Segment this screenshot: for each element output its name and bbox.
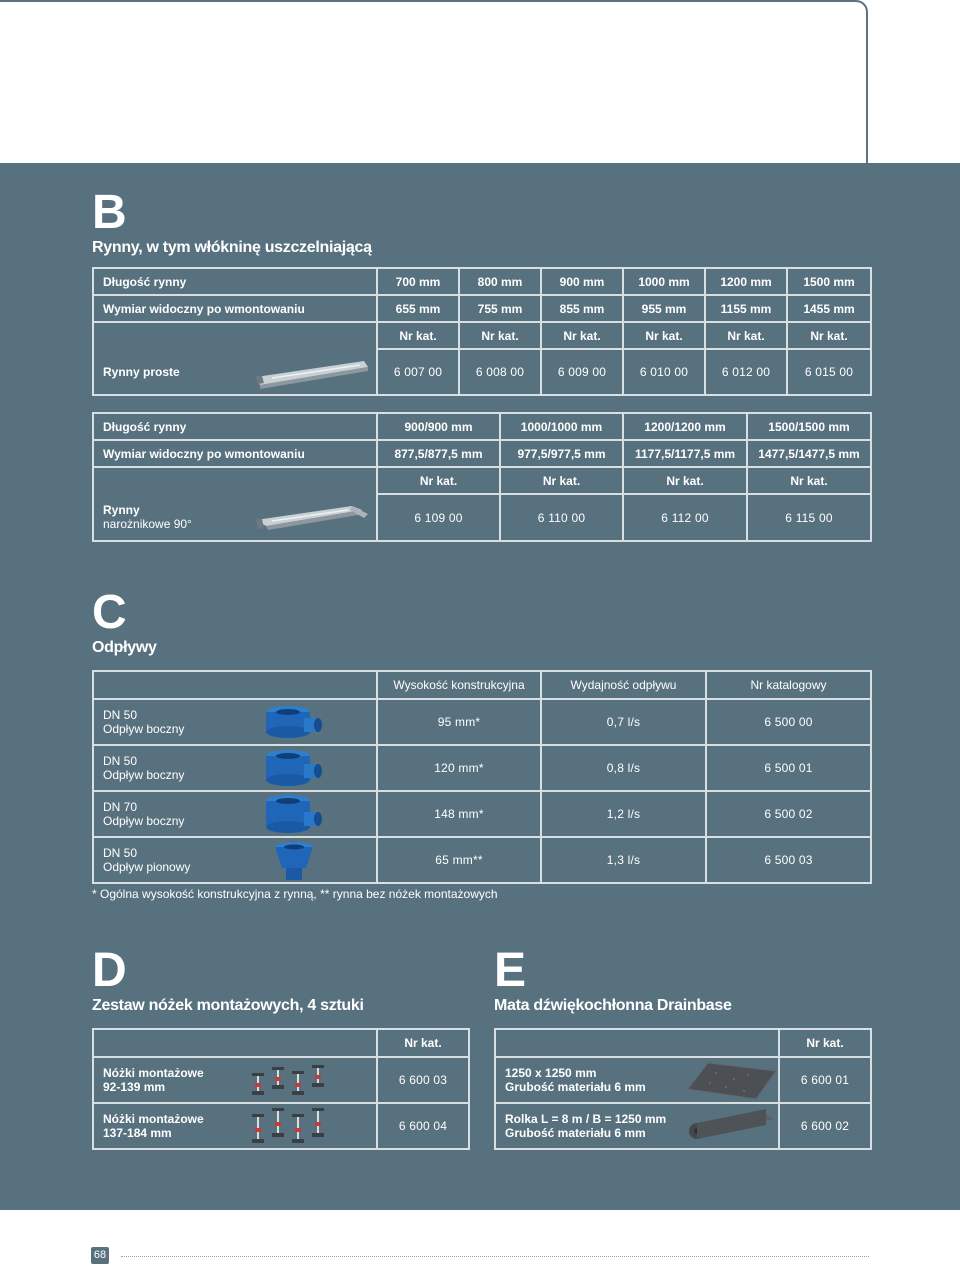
construction-height: 148 mm*	[377, 791, 541, 837]
feet-range: 92-139 mm	[103, 1080, 166, 1094]
length-value: 900/900 mm	[377, 413, 500, 440]
length-label: Długość rynny	[93, 268, 377, 295]
drain-cell	[93, 699, 377, 745]
catalog-code: 6 008 00	[459, 349, 541, 395]
product-label: Rynny proste	[103, 364, 180, 379]
straight-gutter-image	[252, 357, 370, 389]
catalog-code: 6 010 00	[623, 349, 705, 395]
catalog-code: 6 015 00	[787, 349, 871, 395]
mounting-feet-image	[248, 1106, 332, 1148]
catalog-code: 6 112 00	[623, 494, 747, 541]
visible-value: 1477,5/1477,5 mm	[747, 440, 871, 467]
visible-value: 1177,5/1177,5 mm	[623, 440, 747, 467]
visible-label: Wymiar widoczny po wmontowaniu	[93, 440, 377, 467]
catalog-code: 6 012 00	[705, 349, 787, 395]
content-panel	[0, 163, 960, 1210]
visible-value: 877,5/877,5 mm	[377, 440, 500, 467]
section-c-letter: C	[92, 586, 127, 639]
catalog-code: 6 007 00	[377, 349, 459, 395]
construction-height: 95 mm*	[377, 699, 541, 745]
visible-value: 855 mm	[541, 295, 623, 322]
table-row	[93, 791, 871, 837]
table-row	[93, 699, 871, 745]
column-header: Nr katalogowy	[706, 671, 871, 699]
page-top-frame	[0, 0, 868, 164]
catalog-header: Nr kat.	[747, 467, 871, 494]
length-label: Długość rynny	[93, 413, 377, 440]
visible-label: Wymiar widoczny po wmontowaniu	[93, 295, 377, 322]
catalog-header: Nr kat.	[705, 322, 787, 349]
drain-flow: 0,8 l/s	[541, 745, 706, 791]
table-row	[495, 1103, 871, 1149]
table-row	[93, 295, 871, 322]
column-header: Wydajność odpływu	[541, 671, 706, 699]
empty-cell	[93, 1029, 377, 1057]
catalog-header: Nr kat.	[623, 322, 705, 349]
section-c-title: Odpływy	[92, 639, 157, 656]
catalog-code: 6 600 02	[779, 1103, 871, 1149]
section-b-letter: B	[92, 186, 127, 239]
catalog-header: Nr kat.	[541, 322, 623, 349]
empty-cell	[93, 467, 377, 494]
visible-value: 955 mm	[623, 295, 705, 322]
table-row	[93, 1057, 469, 1103]
product-cell	[93, 349, 377, 395]
section-b-title: Rynny, w tym włókninę uszczelniającą	[92, 239, 372, 256]
drains-table	[92, 670, 872, 884]
catalog-header: Nr kat.	[623, 467, 747, 494]
empty-cell	[93, 322, 377, 349]
catalog-code: 6 600 01	[779, 1057, 871, 1103]
table-row	[93, 440, 871, 467]
catalog-code: 6 500 03	[706, 837, 871, 883]
length-value: 1200/1200 mm	[623, 413, 747, 440]
mat-size: 1250 x 1250 mm	[505, 1066, 597, 1080]
drain-side-image	[264, 748, 324, 790]
table-row	[93, 322, 871, 349]
table-row	[495, 1029, 871, 1057]
mat-cell	[495, 1057, 779, 1103]
catalog-code: 6 600 04	[377, 1103, 469, 1149]
table-row	[93, 745, 871, 791]
visible-value: 1455 mm	[787, 295, 871, 322]
catalog-code: 6 500 00	[706, 699, 871, 745]
catalog-header: Nr kat.	[377, 322, 459, 349]
product-label-line1: Rynny	[103, 503, 140, 517]
drain-type: Odpływ boczny	[103, 814, 185, 828]
length-value: 900 mm	[541, 268, 623, 295]
drain-flow: 0,7 l/s	[541, 699, 706, 745]
section-d-title: Zestaw nóżek montażowych, 4 sztuki	[92, 997, 364, 1014]
drain-flow: 1,2 l/s	[541, 791, 706, 837]
length-value: 700 mm	[377, 268, 459, 295]
product-label-line2: narożnikowe 90°	[103, 517, 192, 531]
table-row	[93, 837, 871, 883]
dotted-footer-line	[121, 1256, 869, 1257]
drain-dn: DN 50	[103, 846, 138, 860]
drain-side-image	[264, 704, 324, 742]
table-row	[93, 268, 871, 295]
mat-thickness: Grubość materiału 6 mm	[505, 1080, 646, 1094]
visible-value: 655 mm	[377, 295, 459, 322]
catalog-header: Nr kat.	[779, 1029, 871, 1057]
table-row	[93, 349, 871, 395]
mat-table	[494, 1028, 872, 1150]
drain-dn: DN 70	[103, 800, 138, 814]
drain-vertical-image	[272, 840, 316, 882]
catalog-code: 6 109 00	[377, 494, 500, 541]
mat-thickness: Grubość materiału 6 mm	[505, 1126, 646, 1140]
length-value: 1000 mm	[623, 268, 705, 295]
construction-height: 65 mm**	[377, 837, 541, 883]
feet-label: Nóżki montażowe	[103, 1112, 204, 1126]
length-value: 1200 mm	[705, 268, 787, 295]
feet-range: 137-184 mm	[103, 1126, 172, 1140]
drain-type: Odpływ pionowy	[103, 860, 191, 874]
section-e-title: Mata dźwiękochłonna Drainbase	[494, 997, 732, 1014]
catalog-header: Nr kat.	[459, 322, 541, 349]
table-row	[93, 413, 871, 440]
catalog-code: 6 600 03	[377, 1057, 469, 1103]
table-row	[495, 1057, 871, 1103]
drain-type: Odpływ boczny	[103, 768, 185, 782]
catalog-code: 6 115 00	[747, 494, 871, 541]
catalog-code: 6 110 00	[500, 494, 623, 541]
visible-value: 977,5/977,5 mm	[500, 440, 623, 467]
table-row	[93, 1103, 469, 1149]
drain-flow: 1,3 l/s	[541, 837, 706, 883]
empty-cell	[495, 1029, 779, 1057]
feet-cell	[93, 1057, 377, 1103]
section-e-letter: E	[494, 944, 527, 997]
length-value: 800 mm	[459, 268, 541, 295]
visible-value: 755 mm	[459, 295, 541, 322]
product-cell	[93, 494, 377, 541]
empty-cell	[93, 671, 377, 699]
feet-label: Nóżki montażowe	[103, 1066, 204, 1080]
catalog-header: Nr kat.	[377, 1029, 469, 1057]
length-value: 1500 mm	[787, 268, 871, 295]
drain-dn: DN 50	[103, 708, 138, 722]
drain-type: Odpływ boczny	[103, 722, 185, 736]
table-row	[93, 1029, 469, 1057]
section-d-letter: D	[92, 944, 127, 997]
catalog-header: Nr kat.	[377, 467, 500, 494]
corner-gutters-table	[92, 412, 872, 542]
table-row	[93, 671, 871, 699]
drain-dn: DN 50	[103, 754, 138, 768]
catalog-code: 6 009 00	[541, 349, 623, 395]
feet-table	[92, 1028, 470, 1150]
column-header: Wysokość konstrukcyjna	[377, 671, 541, 699]
catalog-code: 6 500 01	[706, 745, 871, 791]
construction-height: 120 mm*	[377, 745, 541, 791]
drain-cell	[93, 791, 377, 837]
mounting-feet-image	[248, 1061, 332, 1101]
table-row	[93, 467, 871, 494]
table-row	[93, 494, 871, 541]
feet-cell	[93, 1103, 377, 1149]
catalog-header: Nr kat.	[500, 467, 623, 494]
drain-cell	[93, 745, 377, 791]
catalog-code: 6 500 02	[706, 791, 871, 837]
footnote: * Ogólna wysokość konstrukcyjna z rynną, ** rynna bez nóżek montażowych	[92, 887, 498, 901]
length-value: 1500/1500 mm	[747, 413, 871, 440]
visible-value: 1155 mm	[705, 295, 787, 322]
mat-roll-size: Rolka L = 8 m / B = 1250 mm	[505, 1112, 667, 1126]
straight-gutters-table	[92, 267, 872, 396]
drain-side-image	[264, 794, 324, 836]
drain-cell	[93, 837, 377, 883]
page-number: 68	[91, 1247, 109, 1264]
mat-cell	[495, 1103, 779, 1149]
catalog-header: Nr kat.	[787, 322, 871, 349]
length-value: 1000/1000 mm	[500, 413, 623, 440]
mat-roll-image	[686, 1109, 778, 1145]
corner-gutter-image	[252, 500, 370, 536]
mat-sheet-image	[686, 1061, 778, 1101]
